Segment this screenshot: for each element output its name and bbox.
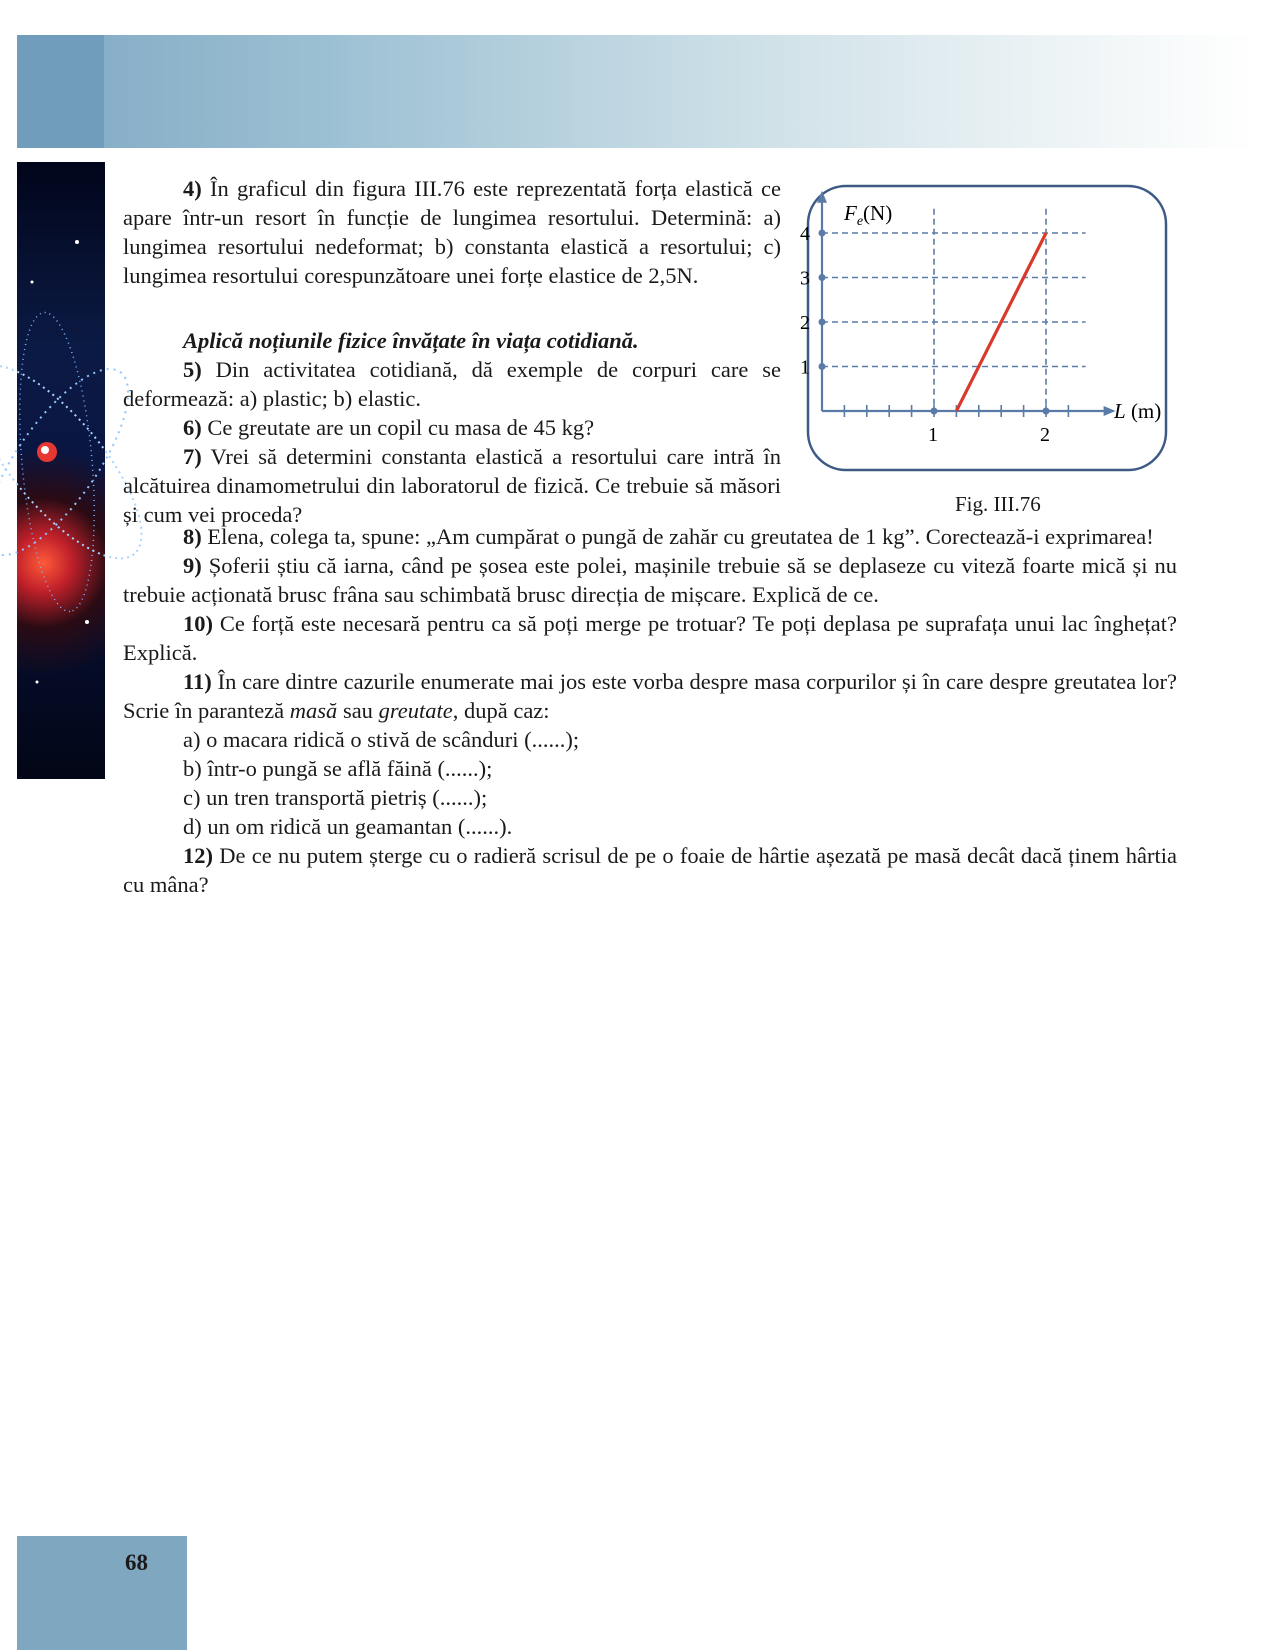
- exercise-number: 12): [183, 843, 213, 868]
- exercise-number: 7): [183, 444, 202, 469]
- page-number-box: [17, 1536, 187, 1650]
- exercise-7: [123, 442, 781, 529]
- exercise-4: [123, 174, 781, 290]
- force-length-chart: [800, 184, 1170, 474]
- exercise-text: În graficul din figura III.76 este reprezentată forța elastică ce apare într-un resort în funcție de lungimea resortului. Determină: a) lungimea resortului nedeformat; b) constanta elastică a resortului; c) lungimea resortului corespunzătoare unei forțe elastice de 2,5N.: [123, 176, 782, 288]
- y-tick-label: 2: [800, 312, 810, 334]
- y-tick-label: 1: [800, 356, 810, 379]
- atom-orbits-illustration: [17, 162, 105, 779]
- exercise-number: 6): [183, 415, 202, 440]
- header-band: [17, 35, 1257, 148]
- exercise-number: 11): [183, 669, 212, 694]
- y-tick-label: 4: [800, 223, 810, 245]
- x-axis-label: L (m): [1114, 399, 1162, 423]
- exercise-text: De ce nu putem șterge cu o radieră scrisul de pe o foaie de hârtie așezată pe masă decât dacă ținem hârtia cu mâna?: [123, 843, 1178, 897]
- exercise-5: [123, 355, 781, 413]
- list-item: c) un tren transportă pietriș (......);: [183, 785, 488, 810]
- exercise-11: [123, 667, 1177, 725]
- y-axis-label: $F_e(N)$: [844, 201, 893, 229]
- word-weight: greutate: [378, 698, 453, 723]
- exercise-text: Șoferii știu că iarna, când pe șosea este polei, mașinile trebuie să se deplaseze cu viteză foarte mică și nu trebuie acționată brusc frâna sau schimbată brusc direcția de mișcare. Explică de ce.: [123, 553, 1177, 607]
- exercise-number: 5): [183, 357, 202, 382]
- y-tick-dot: [819, 274, 826, 281]
- list-item: d) un om ridică un geamantan (......).: [183, 814, 513, 839]
- exercise-number: 9): [183, 553, 202, 578]
- exercise-text: Din activitatea cotidiană, dă exemple de corpuri care se deformează: a) plastic; b) elastic.: [123, 357, 781, 411]
- exercise-8: [123, 522, 1177, 551]
- exercise-12: [123, 841, 1177, 899]
- exercise-number: 8): [183, 524, 202, 549]
- page-number: 68: [125, 1550, 148, 1575]
- exercises-lower: [123, 522, 1177, 899]
- y-tick-label: 3: [800, 267, 810, 290]
- y-tick-dot: [819, 363, 826, 370]
- figure-caption: Fig. III.76: [955, 492, 1041, 516]
- exercise-6: [123, 413, 781, 442]
- word-mass: masă: [289, 698, 338, 723]
- header-band-accent: [17, 35, 104, 148]
- decorative-atom-image: [17, 162, 105, 779]
- list-item: b) într-o pungă se află făină (......);: [183, 756, 493, 781]
- exercise-9: [123, 551, 1177, 609]
- everyday-section: [123, 326, 781, 529]
- exercise-text: Vrei să determini constanta elastică a resortului care intră în alcătuirea dinamometrului din laboratorul de fizică. Ce trebuie să măsori și cum vei proceda?: [123, 444, 781, 527]
- exercise-number: 4): [183, 176, 202, 201]
- exercise-number: 10): [183, 611, 213, 636]
- list-item: a) o macara ridică o stivă de scânduri (......);: [183, 727, 580, 752]
- exercise-text-after: , după caz:: [452, 698, 550, 723]
- y-tick-dot: [819, 319, 826, 326]
- x-tick-label: 2: [1040, 424, 1050, 446]
- x-tick-label: 1: [928, 424, 938, 446]
- exercise-10: [123, 609, 1177, 667]
- exercise-text: În care dintre cazurile enumerate mai jos este vorba despre masa corpurilor și în care despre greutatea lor? Scrie în paranteză: [123, 669, 1178, 723]
- y-tick-dot: [819, 230, 826, 237]
- section-heading: Aplică noțiunile fizice învățate în viața cotidiană.: [183, 328, 639, 353]
- word-or: sau: [342, 698, 373, 723]
- exercise-text: Elena, colega ta, spune: „Am cumpărat o pungă de zahăr cu greutatea de 1 kg”. Corectează-i exprimarea!: [207, 524, 1154, 549]
- exercise-text: Ce greutate are un copil cu masa de 45 kg?: [207, 415, 595, 440]
- exercise-text: Ce forță este necesară pentru ca să poți merge pe trotuar? Te poți deplasa pe suprafața unui lac înghețat? Explică.: [123, 611, 1178, 665]
